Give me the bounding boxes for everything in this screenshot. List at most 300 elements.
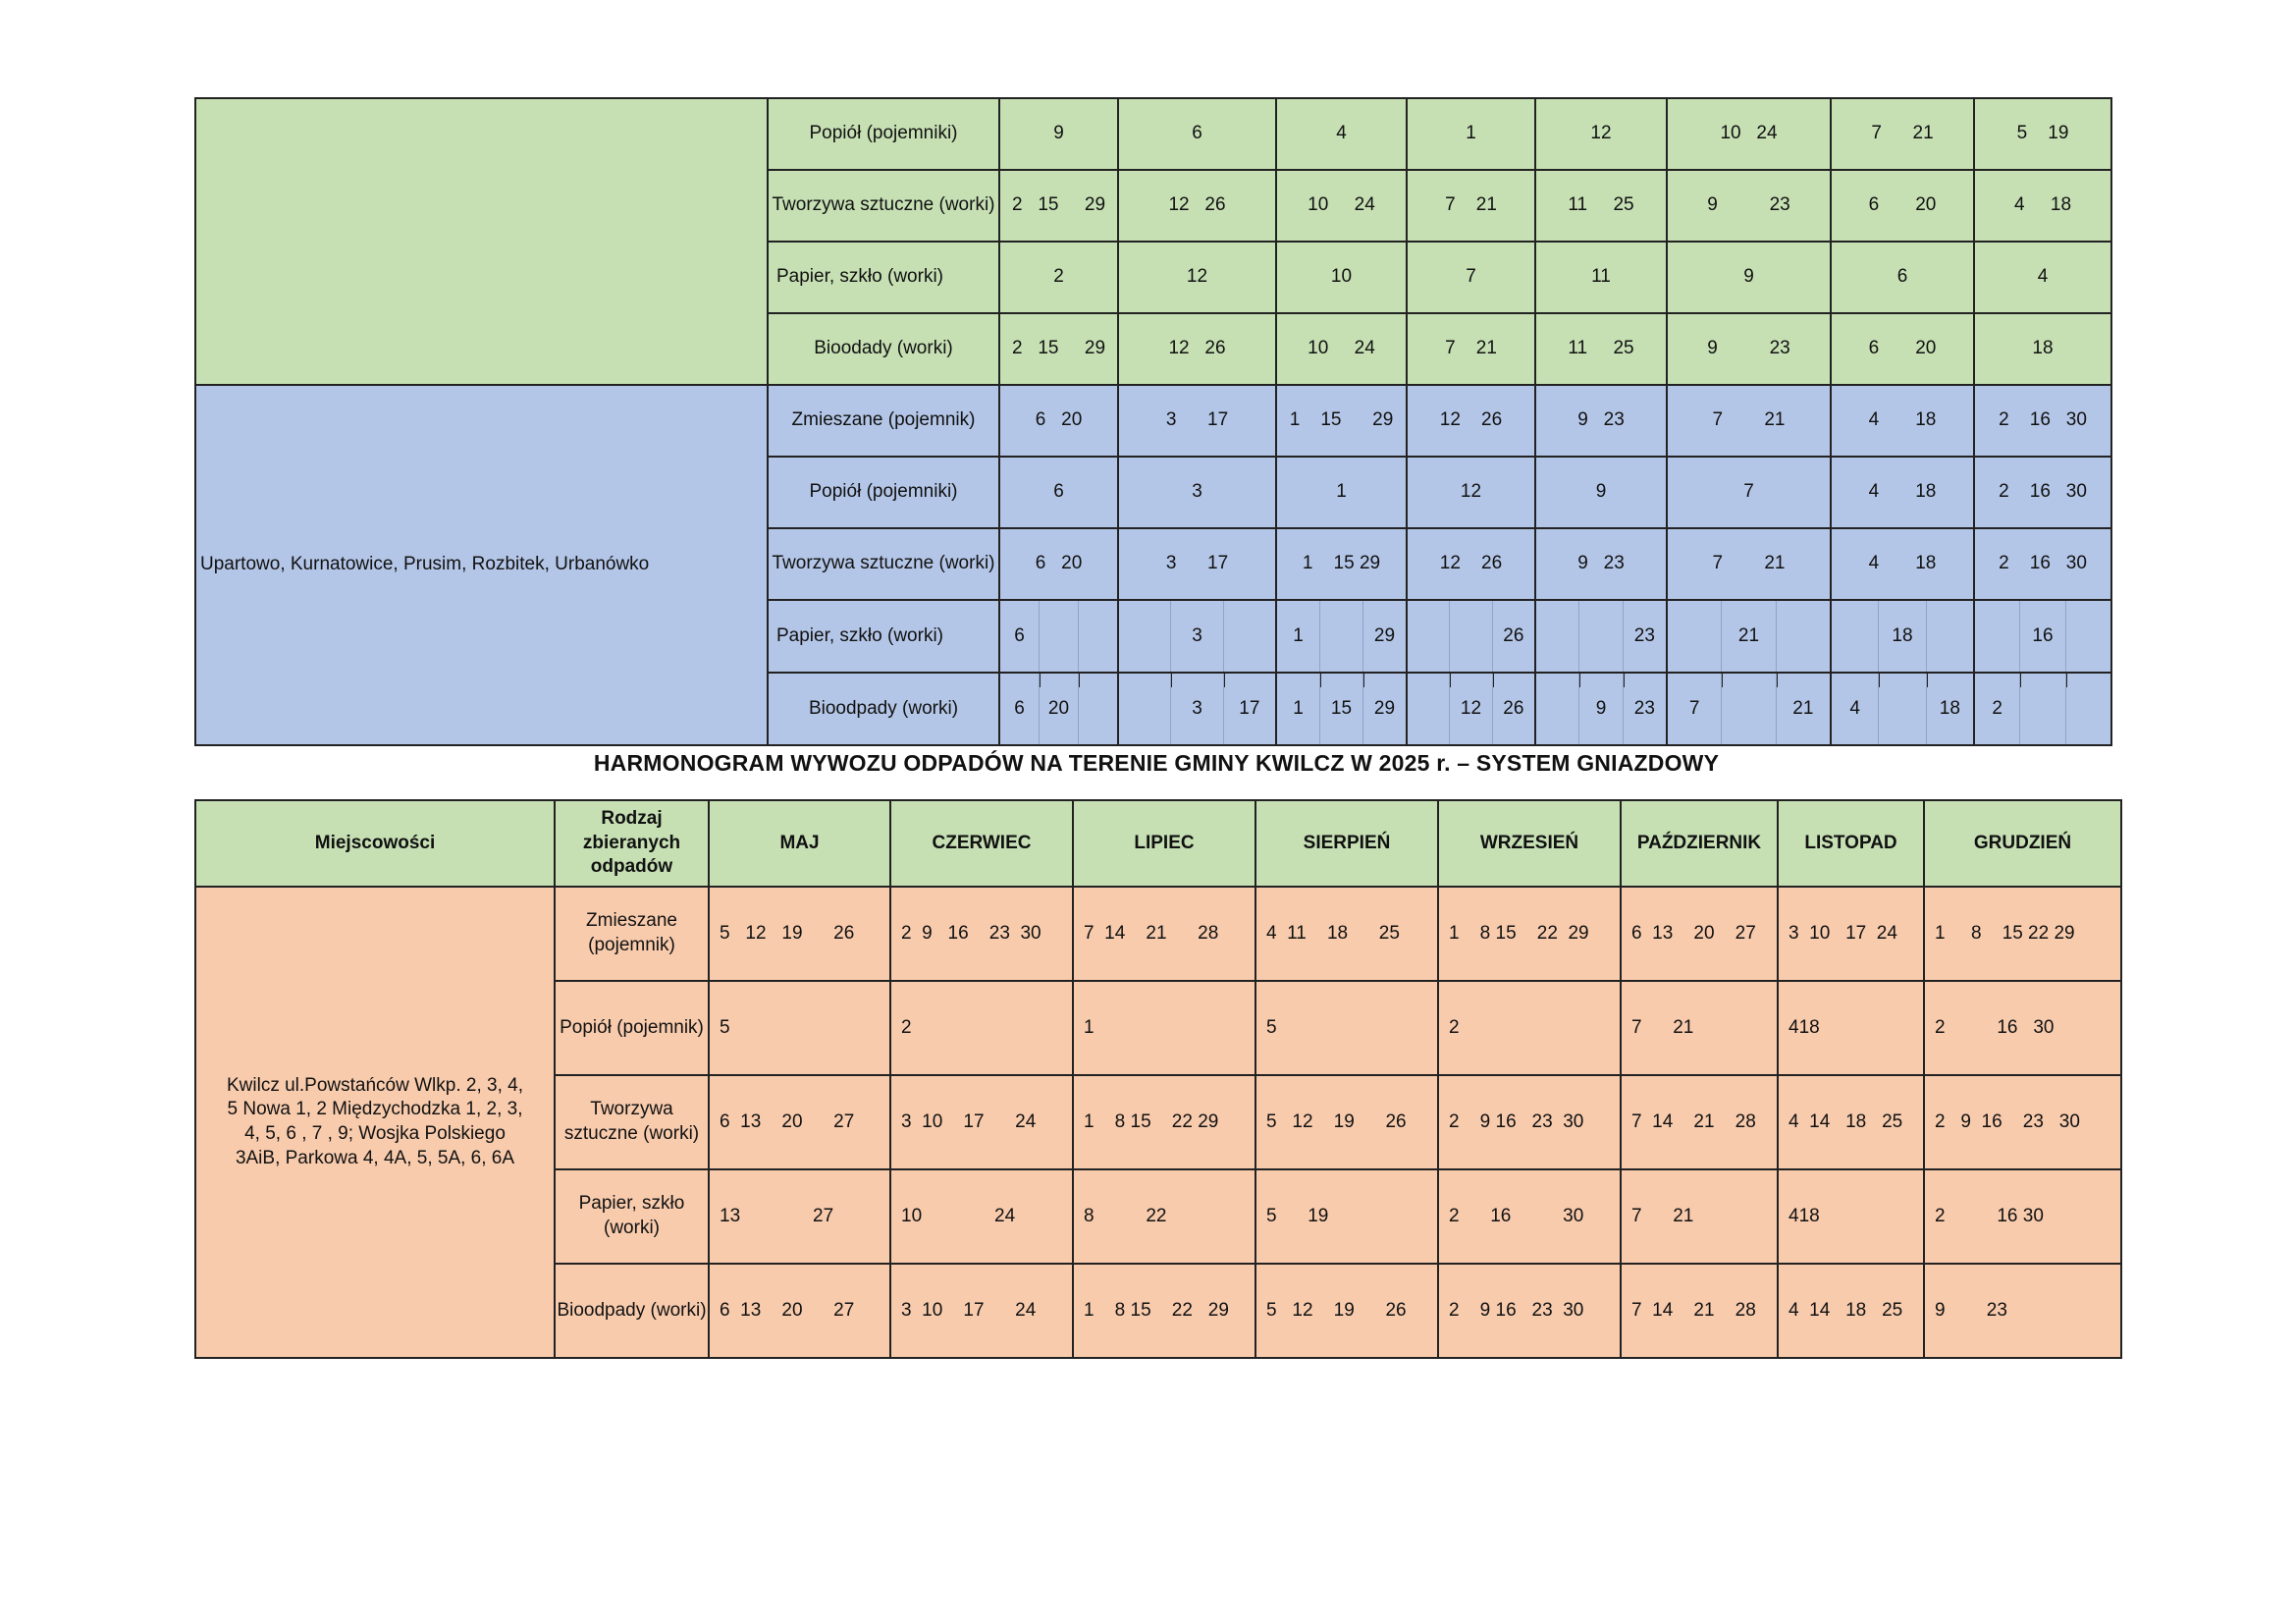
sub-cells <box>1832 601 1973 672</box>
dates-text: 4 11 18 25 <box>1266 922 1400 944</box>
date-subcell <box>2066 601 2110 672</box>
dates-text: 13 27 <box>720 1205 834 1226</box>
location-cell: Kwilcz ul.Powstańców Wlkp. 2, 3, 4, 5 Nowa 1, 2 Międzychodzka 1, 2, 3, 4, 5, 6 , 7 , 9; Wosjka Polskiego 3AiB, Parkowa 4, 4A, 5, 5A, 6, 6A <box>195 887 555 1358</box>
dates-text: 10 24 <box>1720 123 1778 144</box>
top-schedule-table <box>194 97 2112 746</box>
month-dates-cell <box>999 528 1118 600</box>
month-dates-cell <box>1407 673 1535 745</box>
date-subcell: 1 <box>1277 674 1320 744</box>
month-dates-cell <box>1276 673 1407 745</box>
date-subcell <box>1975 601 2020 672</box>
date-subcell <box>1777 601 1830 672</box>
dates-text: 5 <box>1266 1016 1277 1038</box>
month-dates-cell <box>1974 673 2111 745</box>
dates-text: 9 23 <box>1707 338 1790 359</box>
month-dates-cell <box>1407 600 1535 673</box>
date-subcell <box>1079 674 1117 744</box>
dates-text: 9 <box>1595 481 1607 503</box>
dates-text: 6 13 20 27 <box>1631 922 1756 944</box>
month-dates-cell <box>709 981 890 1075</box>
sub-cells <box>1277 674 1406 744</box>
dates-text: 9 23 <box>1577 409 1625 431</box>
waste-type-cell: Papier, szkło (worki) <box>768 600 999 673</box>
month-dates-cell <box>1535 170 1667 242</box>
date-subcell <box>1408 601 1450 672</box>
month-dates-cell <box>1255 1075 1438 1169</box>
month-dates-cell <box>999 600 1118 673</box>
date-subcell <box>2020 674 2065 744</box>
month-dates-cell <box>1073 1169 1255 1264</box>
month-dates-cell <box>1974 242 2111 313</box>
schedule-row <box>195 887 2121 981</box>
month-dates-cell <box>1621 1075 1778 1169</box>
dates-text: 10 <box>1330 266 1353 288</box>
dates-text: 18 <box>2032 338 2054 359</box>
date-subcell <box>1536 601 1579 672</box>
month-dates-cell <box>1438 1075 1621 1169</box>
month-dates-cell <box>1438 981 1621 1075</box>
month-dates-cell <box>1831 673 1974 745</box>
month-dates-cell <box>1924 1264 2121 1358</box>
dates-text: 2 16 30 <box>1449 1205 1584 1226</box>
month-dates-cell <box>1535 98 1667 170</box>
dates-text: 5 12 19 26 <box>1266 1110 1407 1132</box>
dates-text: 12 <box>1460 481 1482 503</box>
month-dates-cell <box>709 1169 890 1264</box>
dates-text: 5 12 19 26 <box>1266 1299 1407 1321</box>
month-dates-cell <box>999 457 1118 528</box>
date-subcell: 12 <box>1450 674 1492 744</box>
month-dates-cell <box>1831 385 1974 457</box>
dates-text: 6 20 <box>1035 409 1083 431</box>
month-dates-cell <box>890 1169 1073 1264</box>
month-dates-cell <box>1438 1169 1621 1264</box>
month-dates-cell <box>1831 170 1974 242</box>
header-row <box>195 800 2121 887</box>
dates-text: 3 17 <box>1165 409 1229 431</box>
dates-text: 7 14 21 28 <box>1084 922 1219 944</box>
month-dates-cell <box>1535 528 1667 600</box>
month-dates-cell <box>1118 170 1276 242</box>
dates-text: 1 8 15 22 29 <box>1449 922 1589 944</box>
month-dates-cell <box>1276 600 1407 673</box>
month-dates-cell <box>1535 385 1667 457</box>
dates-text: 5 12 19 26 <box>720 922 855 944</box>
month-dates-cell <box>1778 1169 1924 1264</box>
month-dates-cell <box>1924 887 2121 981</box>
month-dates-cell <box>1667 673 1831 745</box>
month-dates-cell <box>1831 528 1974 600</box>
date-subcell: 21 <box>1722 601 1776 672</box>
dates-text: 6 <box>1053 481 1064 503</box>
month-dates-cell <box>1407 170 1535 242</box>
dates-text: 7 <box>1466 266 1476 288</box>
dates-text: 12 26 <box>1439 409 1503 431</box>
sub-cells <box>1119 601 1275 672</box>
month-dates-cell <box>1778 1264 1924 1358</box>
header-month: MAJ <box>709 800 890 887</box>
waste-type-cell: Popiół (pojemnik) <box>555 981 709 1075</box>
dates-text: 9 23 <box>1707 194 1790 216</box>
dates-text: 7 21 <box>1871 123 1934 144</box>
dates-text: 11 25 <box>1568 194 1634 216</box>
month-dates-cell <box>1255 1169 1438 1264</box>
date-subcell: 17 <box>1224 674 1275 744</box>
waste-type-cell: Bioodady (worki) <box>768 313 999 385</box>
location-cell <box>195 98 768 385</box>
date-subcell <box>2066 674 2110 744</box>
month-dates-cell <box>1667 98 1831 170</box>
dates-text: 5 19 <box>2016 123 2069 144</box>
dates-text: 2 <box>1449 1016 1460 1038</box>
month-dates-cell <box>1831 457 1974 528</box>
dates-text: 4 <box>1336 123 1347 144</box>
header-month: CZERWIEC <box>890 800 1073 887</box>
dates-text: 418 <box>1789 1205 1820 1226</box>
dates-text: 1 <box>1336 481 1347 503</box>
month-dates-cell <box>1118 242 1276 313</box>
sub-cells <box>1832 674 1973 744</box>
month-dates-cell <box>1276 242 1407 313</box>
month-dates-cell <box>1118 528 1276 600</box>
dates-text: 6 20 <box>1035 553 1083 574</box>
date-subcell <box>1879 674 1926 744</box>
dates-text: 11 <box>1591 266 1611 288</box>
month-dates-cell <box>1667 528 1831 600</box>
dates-text: 10 24 <box>1308 194 1375 216</box>
date-subcell <box>1320 601 1363 672</box>
dates-text: 1 8 15 22 29 <box>1084 1299 1229 1321</box>
month-dates-cell <box>709 1264 890 1358</box>
dates-text: 11 25 <box>1568 338 1634 359</box>
month-dates-cell <box>1778 981 1924 1075</box>
dates-text: 12 <box>1186 266 1208 288</box>
dates-text: 4 <box>2037 266 2049 288</box>
date-subcell <box>1832 601 1879 672</box>
month-dates-cell <box>1621 1264 1778 1358</box>
month-dates-cell <box>1438 887 1621 981</box>
date-subcell <box>1224 601 1275 672</box>
waste-type-cell: Tworzywa sztuczne (worki) <box>555 1075 709 1169</box>
month-dates-cell <box>890 887 1073 981</box>
month-dates-cell <box>1621 981 1778 1075</box>
month-dates-cell <box>1974 385 2111 457</box>
dates-text: 7 21 <box>1712 553 1786 574</box>
dates-text: 12 26 <box>1168 338 1226 359</box>
month-dates-cell <box>1407 385 1535 457</box>
dates-text: 418 <box>1789 1016 1820 1038</box>
dates-text: 12 26 <box>1168 194 1226 216</box>
bottom-schedule-table <box>194 799 2122 1359</box>
sub-cells <box>1000 601 1117 672</box>
dates-text: 4 18 <box>2013 194 2072 216</box>
header-month: WRZESIEŃ <box>1438 800 1621 887</box>
header-month: GRUDZIEŃ <box>1924 800 2121 887</box>
date-subcell: 29 <box>1363 674 1406 744</box>
dates-text: 3 10 17 24 <box>901 1299 1037 1321</box>
dates-text: 7 14 21 28 <box>1631 1299 1756 1321</box>
date-subcell: 9 <box>1579 674 1623 744</box>
month-dates-cell <box>1073 981 1255 1075</box>
waste-type-cell: Zmieszane (pojemnik) <box>768 385 999 457</box>
month-dates-cell <box>999 673 1118 745</box>
month-dates-cell <box>1118 600 1276 673</box>
dates-text: 12 <box>1590 123 1612 144</box>
date-subcell: 26 <box>1493 674 1534 744</box>
waste-type-cell: Bioodpady (worki) <box>555 1264 709 1358</box>
dates-text: 8 22 <box>1084 1205 1167 1226</box>
date-subcell: 20 <box>1040 674 1079 744</box>
dates-text: 6 20 <box>1868 194 1937 216</box>
date-subcell: 2 <box>1975 674 2020 744</box>
dates-text: 6 20 <box>1868 338 1937 359</box>
date-subcell <box>1536 674 1579 744</box>
sub-cells <box>1536 601 1666 672</box>
month-dates-cell <box>1276 170 1407 242</box>
dates-text: 1 <box>1084 1016 1095 1038</box>
month-dates-cell <box>1924 981 2121 1075</box>
month-dates-cell <box>709 1075 890 1169</box>
date-subcell: 7 <box>1668 674 1722 744</box>
header-month: PAŹDZIERNIK <box>1621 800 1778 887</box>
dates-text: 3 17 <box>1165 553 1229 574</box>
month-dates-cell <box>890 1264 1073 1358</box>
waste-type-cell: Zmieszane (pojemnik) <box>555 887 709 981</box>
sub-cells <box>1408 601 1534 672</box>
month-dates-cell <box>1535 673 1667 745</box>
dates-text: 2 <box>1053 266 1064 288</box>
dates-text: 7 <box>1743 481 1754 503</box>
waste-type-cell: Tworzywa sztuczne (worki) <box>768 528 999 600</box>
month-dates-cell <box>1535 600 1667 673</box>
month-dates-cell <box>1621 1169 1778 1264</box>
dates-text: 6 13 20 27 <box>720 1299 855 1321</box>
month-dates-cell <box>999 313 1118 385</box>
date-subcell: 21 <box>1777 674 1830 744</box>
date-subcell <box>1040 601 1079 672</box>
date-subcell <box>1579 601 1623 672</box>
month-dates-cell <box>1276 457 1407 528</box>
month-dates-cell <box>1974 528 2111 600</box>
month-dates-cell <box>1407 313 1535 385</box>
header-month: LISTOPAD <box>1778 800 1924 887</box>
header-waste-type: Rodzaj zbieranych odpadów <box>555 800 709 887</box>
waste-type-cell: Tworzywa sztuczne (worki) <box>768 170 999 242</box>
dates-text: 2 9 16 23 30 <box>1935 1110 2080 1132</box>
month-dates-cell <box>1118 385 1276 457</box>
dates-text: 2 16 30 <box>1999 409 2087 431</box>
date-subcell: 18 <box>1879 601 1926 672</box>
sub-cells <box>1000 674 1117 744</box>
dates-text: 7 21 <box>1631 1016 1694 1038</box>
date-subcell: 4 <box>1832 674 1879 744</box>
schedule-row <box>195 98 2111 170</box>
date-subcell <box>1722 674 1776 744</box>
month-dates-cell <box>1073 887 1255 981</box>
dates-text: 2 16 30 <box>1935 1205 2044 1226</box>
dates-text: 4 14 18 25 <box>1789 1299 1903 1321</box>
sub-cells <box>1975 674 2110 744</box>
month-dates-cell <box>999 98 1118 170</box>
month-dates-cell <box>1667 170 1831 242</box>
month-dates-cell <box>1118 673 1276 745</box>
month-dates-cell <box>890 1075 1073 1169</box>
month-dates-cell <box>1407 98 1535 170</box>
dates-text: 5 19 <box>1266 1205 1329 1226</box>
month-dates-cell <box>1667 385 1831 457</box>
month-dates-cell <box>890 981 1073 1075</box>
month-dates-cell <box>1831 98 1974 170</box>
month-dates-cell <box>1276 98 1407 170</box>
month-dates-cell <box>709 887 890 981</box>
date-subcell <box>1408 674 1450 744</box>
date-subcell: 18 <box>1927 674 1973 744</box>
header-month: SIERPIEŃ <box>1255 800 1438 887</box>
month-dates-cell <box>1974 170 2111 242</box>
dates-text: 7 21 <box>1445 194 1497 216</box>
month-dates-cell <box>1974 98 2111 170</box>
month-dates-cell <box>1118 313 1276 385</box>
dates-text: 9 <box>1743 266 1754 288</box>
month-dates-cell <box>1831 600 1974 673</box>
month-dates-cell <box>1535 313 1667 385</box>
date-subcell <box>1119 601 1171 672</box>
dates-text: 4 18 <box>1868 409 1937 431</box>
waste-type-cell: Papier, szkło (worki) <box>555 1169 709 1264</box>
sub-cells <box>1408 674 1534 744</box>
month-dates-cell <box>1255 887 1438 981</box>
dates-text: 9 23 <box>1935 1299 2007 1321</box>
dates-text: 10 24 <box>901 1205 1016 1226</box>
month-dates-cell <box>1438 1264 1621 1358</box>
date-subcell <box>1668 601 1722 672</box>
date-subcell <box>1119 674 1171 744</box>
dates-text: 1 <box>1466 123 1476 144</box>
month-dates-cell <box>1535 457 1667 528</box>
month-dates-cell <box>1073 1075 1255 1169</box>
month-dates-cell <box>1276 313 1407 385</box>
month-dates-cell <box>1667 600 1831 673</box>
dates-text: 7 21 <box>1445 338 1497 359</box>
dates-text: 12 26 <box>1439 553 1503 574</box>
month-dates-cell <box>1255 1264 1438 1358</box>
date-subcell: 23 <box>1624 674 1666 744</box>
sub-cells <box>1668 674 1830 744</box>
dates-text: 6 <box>1896 266 1908 288</box>
waste-type-cell: Bioodpady (worki) <box>768 673 999 745</box>
month-dates-cell <box>1667 242 1831 313</box>
date-subcell: 16 <box>2020 601 2065 672</box>
waste-type-cell: Popiół (pojemniki) <box>768 98 999 170</box>
month-dates-cell <box>1974 600 2111 673</box>
month-dates-cell <box>1407 457 1535 528</box>
month-dates-cell <box>1924 1075 2121 1169</box>
month-dates-cell <box>1407 528 1535 600</box>
month-dates-cell <box>1974 457 2111 528</box>
dates-text: 4 14 18 25 <box>1789 1110 1903 1132</box>
waste-type-cell: Popiół (pojemniki) <box>768 457 999 528</box>
month-dates-cell <box>1255 981 1438 1075</box>
sub-cells <box>1975 601 2110 672</box>
month-dates-cell <box>999 242 1118 313</box>
dates-text: 1 15 29 <box>1289 409 1394 431</box>
page-title: HARMONOGRAM WYWOZU ODPADÓW NA TERENIE GMINY KWILCZ W 2025 r. – SYSTEM GNIAZDOWY <box>593 750 1720 776</box>
month-dates-cell <box>1667 457 1831 528</box>
dates-text: 10 24 <box>1308 338 1375 359</box>
date-subcell <box>1079 601 1117 672</box>
month-dates-cell <box>1831 242 1974 313</box>
month-dates-cell <box>1118 457 1276 528</box>
month-dates-cell <box>999 170 1118 242</box>
month-dates-cell <box>1667 313 1831 385</box>
dates-text: 2 9 16 23 30 <box>901 922 1041 944</box>
dates-text: 2 15 29 <box>1011 338 1106 359</box>
waste-type-cell: Papier, szkło (worki) <box>768 242 999 313</box>
date-subcell: 6 <box>1000 601 1040 672</box>
month-dates-cell <box>1535 242 1667 313</box>
dates-text: 1 15 29 <box>1302 553 1381 574</box>
schedule-row <box>195 385 2111 457</box>
dates-text: 2 9 16 23 30 <box>1449 1110 1584 1132</box>
header-month: LIPIEC <box>1073 800 1255 887</box>
date-subcell: 26 <box>1503 624 1524 646</box>
dates-text: 3 <box>1192 481 1202 503</box>
month-dates-cell <box>1118 98 1276 170</box>
dates-text: 1 8 15 22 29 <box>1935 922 2075 944</box>
dates-text: 9 <box>1053 123 1064 144</box>
month-dates-cell <box>1778 1075 1924 1169</box>
date-subcell <box>1450 601 1492 672</box>
dates-text: 7 21 <box>1712 409 1786 431</box>
date-subcell: 29 <box>1373 624 1396 646</box>
date-subcell: 23 <box>1633 624 1655 646</box>
dates-text: 2 16 30 <box>1999 553 2087 574</box>
dates-text: 3 10 17 24 <box>1789 922 1897 944</box>
dates-text: 7 21 <box>1631 1205 1694 1226</box>
date-subcell: 6 <box>1000 674 1040 744</box>
dates-text: 2 16 30 <box>1935 1016 2055 1038</box>
dates-text: 1 8 15 22 29 <box>1084 1110 1219 1132</box>
location-cell: Upartowo, Kurnatowice, Prusim, Rozbitek, Urbanówko <box>195 385 768 745</box>
dates-text: 6 <box>1192 123 1202 144</box>
dates-text: 2 15 29 <box>1011 194 1106 216</box>
date-subcell: 3 <box>1171 674 1223 744</box>
header-location: Miejscowości <box>195 800 555 887</box>
month-dates-cell <box>1407 242 1535 313</box>
dates-text: 3 10 17 24 <box>901 1110 1037 1132</box>
date-subcell <box>1927 601 1973 672</box>
dates-text: 2 16 30 <box>1999 481 2087 503</box>
dates-text: 5 <box>720 1016 730 1038</box>
month-dates-cell <box>1924 1169 2121 1264</box>
dates-text: 4 18 <box>1868 481 1937 503</box>
month-dates-cell <box>1621 887 1778 981</box>
sub-cells <box>1668 601 1830 672</box>
month-dates-cell <box>1276 528 1407 600</box>
dates-text: 6 13 20 27 <box>720 1110 855 1132</box>
sub-cells <box>1119 674 1275 744</box>
month-dates-cell <box>1276 385 1407 457</box>
month-dates-cell <box>1831 313 1974 385</box>
month-dates-cell <box>1073 1264 1255 1358</box>
date-subcell: 15 <box>1320 674 1363 744</box>
dates-text: 4 18 <box>1868 553 1937 574</box>
dates-text: 2 <box>901 1016 912 1038</box>
sub-cells <box>1536 674 1666 744</box>
date-subcell: 1 <box>1277 601 1320 672</box>
month-dates-cell <box>1778 887 1924 981</box>
date-subcell: 3 <box>1171 601 1223 672</box>
